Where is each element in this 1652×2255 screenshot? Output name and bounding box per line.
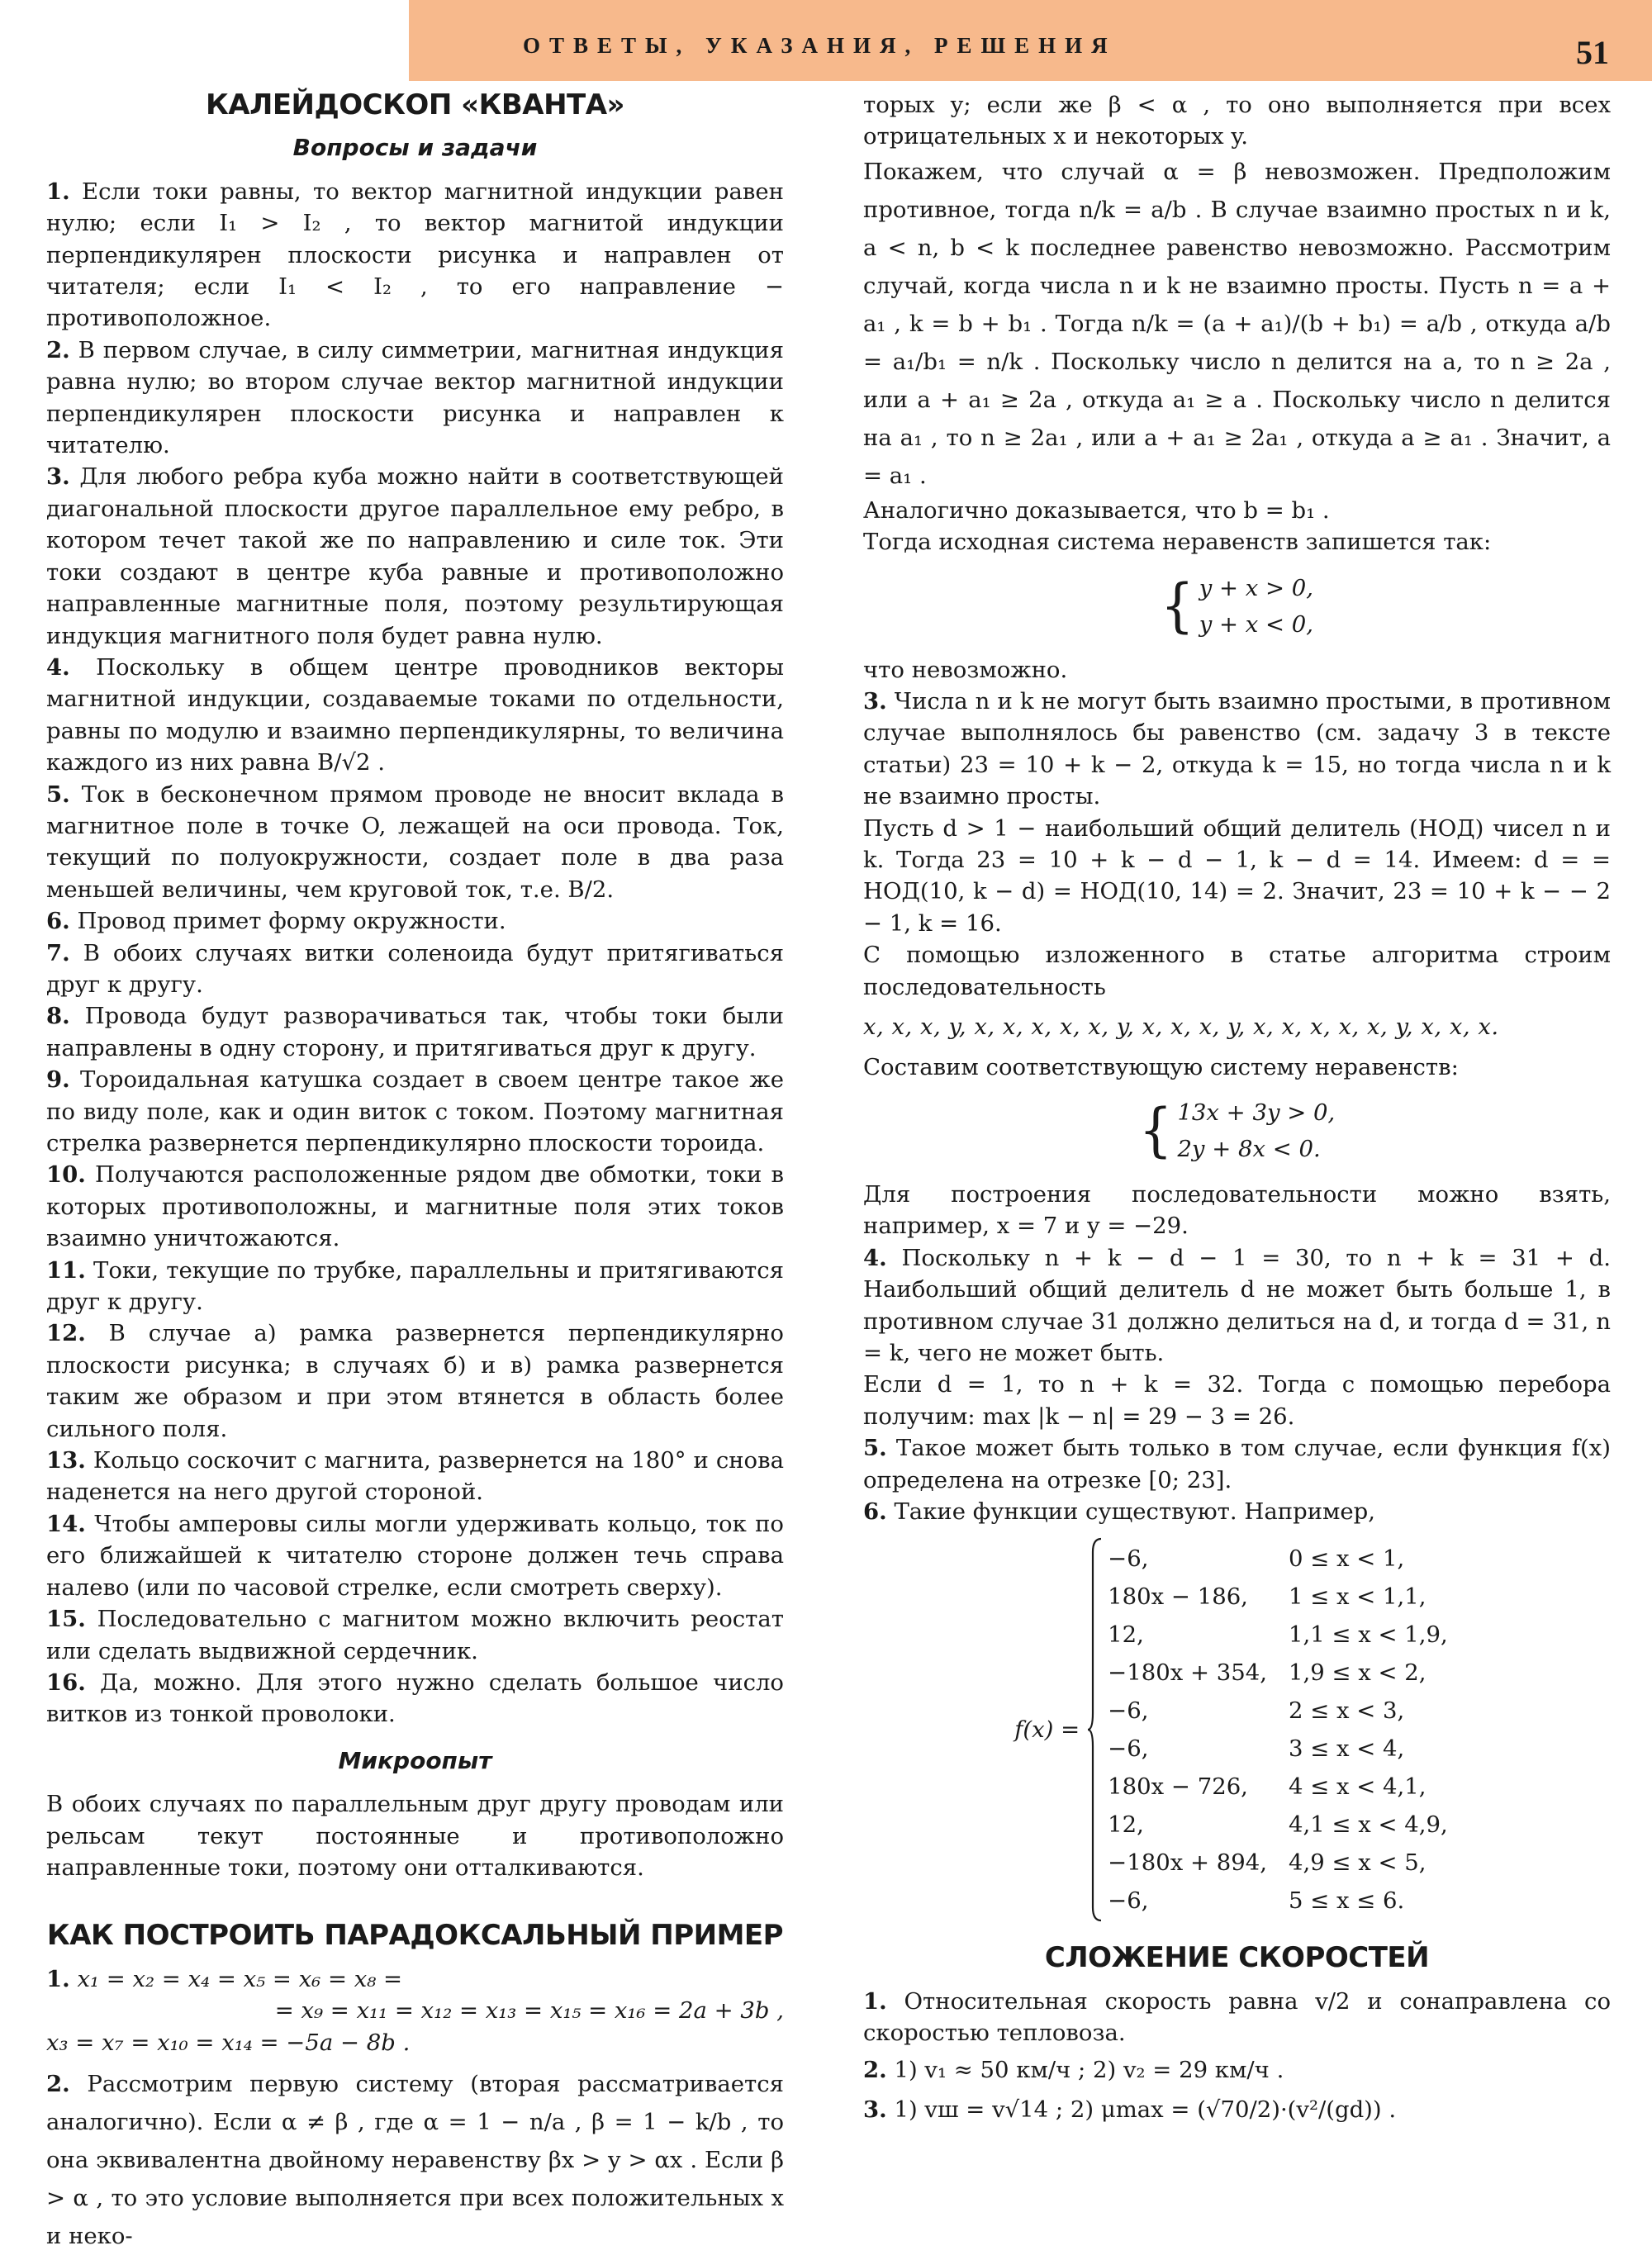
- velocity-answer-1: 1. Относительная скорость равна v/2 и сонаправлена со скоростью тепловоза.: [863, 1987, 1612, 2047]
- piecewise-expr: −6,: [1108, 1697, 1149, 1725]
- piecewise-condition: 5 ≤ x ≤ 6.: [1288, 1887, 1405, 1915]
- answer-number: 15.: [46, 1606, 86, 1633]
- answer-text: Токи, текущие по трубке, параллельны и притягиваются друг к другу.: [46, 1256, 784, 1316]
- answer-number: 9.: [46, 1066, 70, 1094]
- answer-number: 13.: [46, 1447, 86, 1474]
- piecewise-condition: 4 ≤ x < 4,1,: [1288, 1773, 1427, 1801]
- answer-number: 14.: [46, 1510, 86, 1537]
- answer-item: [46, 176, 784, 335]
- answers-list: [46, 176, 784, 1730]
- piecewise-condition: 3 ≤ x < 4,: [1288, 1735, 1405, 1763]
- answer-number: 12.: [46, 1320, 86, 1347]
- brace-symbol: {: [1160, 572, 1194, 640]
- answer-text: Провода будут разворачиваться так, чтобы токи были направлены в одну сторону, и притягиваться друг к другу.: [46, 1003, 784, 1061]
- piecewise-expr: 180x − 186,: [1108, 1583, 1248, 1611]
- subtitle-questions: Вопросы и задачи: [292, 134, 538, 162]
- answer-text: В обоих случаях витки соленоида будут притягиваться друг к другу.: [46, 939, 784, 998]
- piecewise-condition: 1 ≤ x < 1,1,: [1288, 1583, 1427, 1611]
- answer-item: [46, 1508, 784, 1603]
- paradox-answer-3b: Пусть d > 1 − наибольший общий делитель (НОД) чисел n и k. Тогда 23 = 10 + k − d − 1, k − d = 14. Имеем: d = = НОД(10, k − d) = НОД(10, 14) = 2. Значит, 23 = 10 + k − − 2 − 1, k = 16.: [863, 814, 1611, 937]
- answer-item: [46, 461, 784, 651]
- paradox-answer-1-line2: = x₉ = x₁₁ = x₁₂ = x₁₃ = x₁₅ = x₁₆ = 2a + 3b ,: [274, 1997, 784, 2025]
- answer-number: 3.: [46, 463, 70, 491]
- answer-text: Да, можно. Для этого нужно сделать большое число витков из тонкой проволоки.: [46, 1669, 784, 1728]
- answer-number: 1.: [46, 178, 70, 205]
- answer-item: [46, 1445, 784, 1508]
- piecewise-row: [1108, 1730, 1460, 1768]
- piecewise-row: [1108, 1844, 1460, 1882]
- sequence-line: x, x, x, y, x, x, x, x, x, y, x, x, x, y, x, x, x, x, x, y, x, x, x.: [863, 1014, 1499, 1041]
- section-title-velocities: СЛОЖЕНИЕ СКОРОСТЕЙ: [1044, 1941, 1430, 1975]
- brace-symbol: {: [1138, 1097, 1173, 1165]
- answer-text: Провод примет форму окружности.: [77, 908, 506, 935]
- answer-number: 8.: [46, 1003, 70, 1030]
- answer-number: 4.: [46, 653, 70, 681]
- answer-item: [46, 779, 784, 906]
- paradox-cont-1: торых y; если же β < α , то оно выполняется при всех отрицательных x и некоторых y.: [863, 92, 1611, 150]
- piecewise-expr: 12,: [1108, 1811, 1144, 1839]
- piecewise-expr: −6,: [1108, 1887, 1149, 1915]
- piecewise-condition: 1,9 ≤ x < 2,: [1288, 1659, 1427, 1687]
- page-number: 51: [1576, 34, 1609, 71]
- paradox-answer-5: 5. Такое может быть только в том случае, если функция f(x) определена на отрезке [0; 23].: [863, 1435, 1611, 1493]
- answer-text: Последовательно с магнитом можно включить реостат или сделать выдвижной сердечник.: [46, 1606, 784, 1664]
- paradox-answer-1-line3: x₃ = x₇ = x₁₀ = x₁₄ = −5a − 8b .: [46, 2029, 411, 2056]
- section-title-paradox: КАК ПОСТРОИТЬ ПАРАДОКСАЛЬНЫЙ ПРИМЕР: [46, 1919, 784, 1953]
- piecewise-condition: 0 ≤ x < 1,: [1288, 1545, 1405, 1573]
- system-line: 2y + 8x < 0.: [1177, 1135, 1321, 1162]
- answer-text: Получаются расположенные рядом две обмотки, токи в которых противоположны, и магнитные поля этих токов взаимно уничтожаются.: [46, 1161, 784, 1252]
- answer-item: [46, 1667, 784, 1730]
- answer-text: Для любого ребра куба можно найти в соответствующей диагональной плоскости другое параллельное ему ребро, в котором течет такой же по направлению и силе ток. Эти токи создают в центре куба равные и противоположно направленные магнитные поля, поэтому результирующая индукция магнитного поля будет равна нулю.: [46, 463, 784, 649]
- answer-text: Тороидальная катушка создает в своем центре такое же по виду поле, как и один виток с током. Поэтому магнитная стрелка развернется перпендикулярно плоскости тороида.: [46, 1066, 784, 1156]
- section-title-kaleidoscope: КАЛЕЙДОСКОП «КВАНТА»: [205, 88, 625, 121]
- answer-number: 11.: [46, 1256, 86, 1284]
- answer-text: В случае а) рамка развернется перпендикулярно плоскости рисунка; в случаях б) и в) рамка развернется таким же образом и при этом втянется в область более сильного поля.: [46, 1320, 784, 1442]
- left-column: [46, 83, 784, 2255]
- piecewise-row: [1108, 1882, 1460, 1920]
- answer-text: Чтобы амперовы силы могли удерживать кольцо, ток по его ближайшей к читателю стороне должен течь справа налево (или по часовой стрелке, если смотреть сверху).: [46, 1510, 784, 1601]
- answer-item: [46, 1603, 784, 1667]
- answer-item: [46, 652, 784, 779]
- piecewise-row: [1108, 1578, 1460, 1616]
- paradox-cont-4: Тогда исходная система неравенств запишется так:: [863, 529, 1492, 556]
- piecewise-condition: 1,1 ≤ x < 1,9,: [1288, 1621, 1448, 1649]
- piecewise-expr: −180x + 894,: [1108, 1849, 1267, 1877]
- subtitle-experiment: Микроопыт: [338, 1746, 492, 1774]
- answer-item: [46, 1317, 784, 1445]
- piecewise-expr: −6,: [1108, 1735, 1149, 1763]
- answer-number: 6.: [46, 908, 70, 935]
- piecewise-expr: 12,: [1108, 1621, 1144, 1649]
- running-header: ОТВЕТЫ, УКАЗАНИЯ, РЕШЕНИЯ: [523, 33, 1117, 58]
- answer-item: [46, 1255, 784, 1318]
- answer-text: Ток в бесконечном прямом проводе не вносит вклада в магнитное поле в точке O, лежащей на оси провода. Ток, текущий по полуокружности, создает поле в два раза меньшей величины, чем круговой ток, т.е. B/2.: [46, 781, 784, 903]
- system-line: 13x + 3y > 0,: [1177, 1099, 1336, 1126]
- velocity-answer-3: 3. 1) vш = v√14 ; 2) μmax = (√70/2)·(v²/(gd)) .: [863, 2096, 1397, 2123]
- paradox-answer-3e: Для построения последовательности можно взять, например, x = 7 и y = −29.: [863, 1180, 1611, 1240]
- experiment-text: В обоих случаях по параллельным друг другу проводам или рельсам текут постоянные и противоположно направленные токи, поэтому они отталкиваются.: [46, 1791, 784, 1881]
- answer-item: [46, 1000, 784, 1064]
- answer-number: 10.: [46, 1161, 86, 1189]
- answer-item: [46, 1064, 784, 1159]
- velocity-answer-2: 2. 1) v₁ ≈ 50 км/ч ; 2) v₂ = 29 км/ч .: [863, 2056, 1284, 2083]
- answer-number: 7.: [46, 939, 70, 966]
- answer-text: В первом случае, в силу симметрии, магнитная индукция равна нулю; во втором случае вектор магнитной индукции перпендикулярен плоскости рисунка и направлен к читателю.: [46, 336, 784, 459]
- piecewise-row: [1108, 1806, 1460, 1844]
- answer-text: Кольцо соскочит с магнита, развернется на 180° и снова наденется на него другой стороной.: [46, 1447, 784, 1506]
- paradox-answer-3c: С помощью изложенного в статье алгоритма строим последовательность: [863, 942, 1611, 1000]
- inequality-system-2: [863, 1094, 1611, 1167]
- piecewise-expr: −6,: [1108, 1545, 1149, 1573]
- answer-item: [46, 335, 784, 462]
- piecewise-brace-icon: [1086, 1536, 1104, 1924]
- paradox-cont-2: Покажем, что случай α = β невозможен. Предположим противное, тогда n/k = a/b . В случае взаимно простых n и k, a < n, b < k последнее равенство невозможно. Рассмотрим случай, когда числа n и k не взаимно просты. Пусть n = a + a₁ , k = b + b₁ . Тогда n/k = (a + a₁)/(b + b₁) = a/b , откуда a/b = a₁/b₁ = n/k . Поскольку число n делится на a, то n ≥ 2a , или a + a₁ ≥ 2a , откуда a₁ ≥ a . Поскольку число n делится на a₁ , то n ≥ 2a₁ , или a + a₁ ≥ 2a₁ , откуда a ≥ a₁ . Значит, a = a₁ .: [863, 158, 1611, 489]
- paradox-answer-4: 4. Поскольку n + k − d − 1 = 30, то n + k = 31 + d. Наибольший общий делитель d не может быть больше 1, в противном случае 31 должно делиться на d, и тогда d = 31, n = k, чего не может быть.: [863, 1244, 1611, 1366]
- piecewise-condition: 2 ≤ x < 3,: [1288, 1697, 1405, 1725]
- piecewise-condition: 4,1 ≤ x < 4,9,: [1288, 1811, 1448, 1839]
- answer-item: [46, 1159, 784, 1254]
- piecewise-row: [1108, 1616, 1460, 1654]
- paradox-answer-4b: Если d = 1, то n + k = 32. Тогда с помощью перебора получим: max |k − n| = 29 − 3 = 26.: [863, 1371, 1611, 1430]
- piecewise-row: [1108, 1540, 1460, 1578]
- system-line: y + x > 0,: [1199, 574, 1314, 601]
- inequality-system-1: [863, 570, 1611, 643]
- answer-number: 2.: [46, 336, 70, 363]
- paradox-cont-5: что невозможно.: [863, 656, 1068, 683]
- answer-number: 5.: [46, 781, 70, 808]
- answer-text: Если токи равны, то вектор магнитной индукции равен нулю; если I₁ > I₂ , то вектор магнитой индукции перпендикулярен плоскости рисунка и направлен от читателя; если I₁ < I₂ , то его направление − противоположное.: [46, 178, 784, 332]
- piecewise-condition: 4,9 ≤ x < 5,: [1288, 1849, 1427, 1877]
- answer-text: Поскольку в общем центре проводников векторы магнитной индукции, создаваемые токами по отдельности, равны по модулю и взаимно перпендикулярны, то величина каждого из них равна B/√2 .: [46, 653, 784, 776]
- right-column: [863, 89, 1611, 2125]
- piecewise-table: [1108, 1540, 1460, 1920]
- piecewise-row: [1108, 1692, 1460, 1730]
- answer-item: [46, 938, 784, 1001]
- piecewise-function: [863, 1536, 1611, 1924]
- answer-number: 16.: [46, 1669, 86, 1696]
- piecewise-row: [1108, 1654, 1460, 1692]
- piecewise-expr: 180x − 726,: [1108, 1773, 1248, 1801]
- piecewise-row: [1108, 1768, 1460, 1806]
- answer-item: [46, 905, 784, 937]
- piecewise-expr: −180x + 354,: [1108, 1659, 1267, 1687]
- paradox-answer-1-line1: 1. x₁ = x₂ = x₄ = x₅ = x₆ = x₈ =: [46, 1965, 403, 1992]
- paradox-answer-3: 3. Числа n и k не могут быть взаимно простыми, в противном случае выполнялось бы равенство (см. задачу 3 в тексте статьи) 23 = 10 + k − 2, откуда k = 15, но тогда числа n и k не взаимно просты.: [863, 688, 1612, 810]
- paradox-answer-2: 2. Рассмотрим первую систему (вторая рассматривается аналогично). Если α ≠ β , где α = 1 − n/a , β = 1 − k/b , то она эквивалентна двойному неравенству βx > y > αx . Если β > α , то это условие выполняется при всех положительных x и неко-: [46, 2070, 784, 2249]
- paradox-cont-3: Аналогично доказывается, что b = b₁ .: [863, 496, 1330, 524]
- paradox-answer-6: 6. Такие функции существуют. Например,: [863, 1498, 1376, 1525]
- piecewise-lhs: f(x) =: [1014, 1716, 1080, 1744]
- system-line: y + x < 0,: [1199, 610, 1314, 638]
- paradox-answer-3d: Составим соответствующую систему неравенств:: [863, 1053, 1459, 1080]
